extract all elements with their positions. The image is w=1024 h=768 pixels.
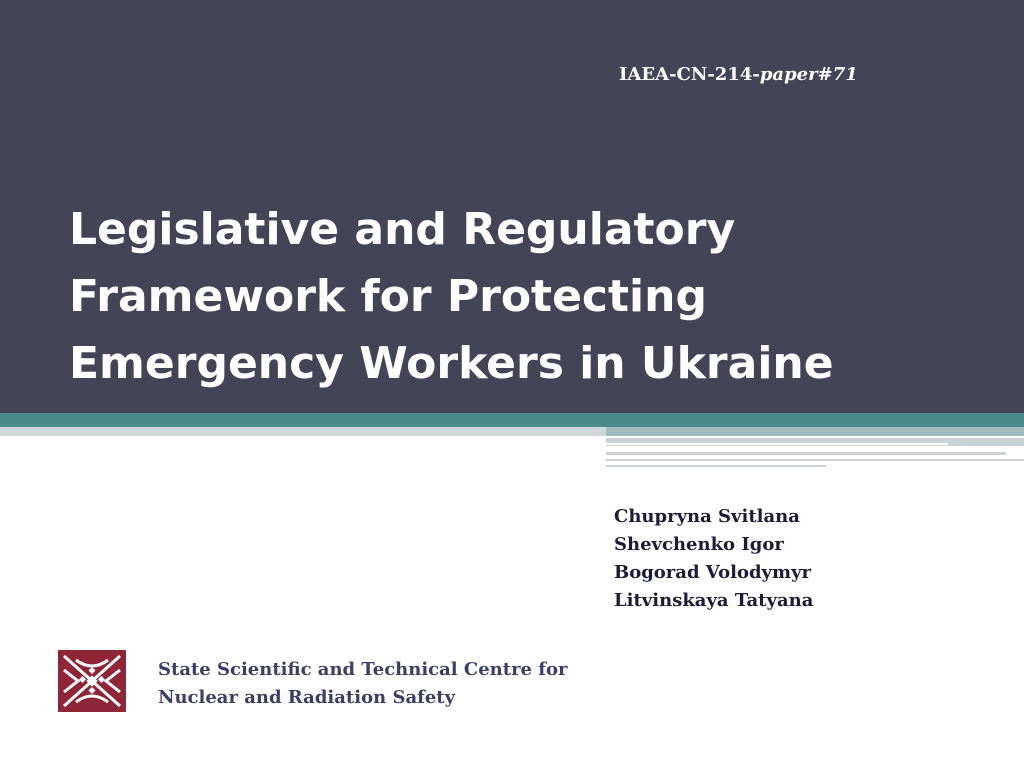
title-line-3: Emergency Workers in Ukraine [69, 338, 834, 389]
author-name: Chupryna Svitlana [614, 506, 800, 527]
organization-line-2: Nuclear and Radiation Safety [158, 687, 456, 708]
stripe-thin-3 [606, 465, 826, 467]
paper-reference: paper#71 [759, 64, 858, 85]
organization-line-1: State Scientific and Technical Centre for [158, 659, 568, 680]
institution-logo-icon [58, 650, 126, 712]
title-line-1: Legislative and Regulatory [69, 204, 736, 255]
author-name: Shevchenko Igor [614, 534, 784, 555]
conference-reference [619, 64, 858, 85]
author-name: Litvinskaya Tatyana [614, 590, 814, 611]
stripe-light-left [0, 427, 606, 436]
stripe-teal-right [606, 427, 1024, 436]
author-list [614, 503, 813, 615]
slide-title [69, 196, 969, 397]
stripe-thin-white [606, 443, 948, 445]
stripe-thin-1 [606, 452, 1006, 455]
organization-name [158, 656, 568, 712]
conference-code: IAEA-CN-214- [619, 64, 760, 85]
author-name: Bogorad Volodymyr [614, 562, 812, 583]
title-line-2: Framework for Protecting [69, 271, 707, 322]
stripe-teal-main [0, 413, 1024, 427]
stripe-thin-2 [606, 459, 1024, 461]
